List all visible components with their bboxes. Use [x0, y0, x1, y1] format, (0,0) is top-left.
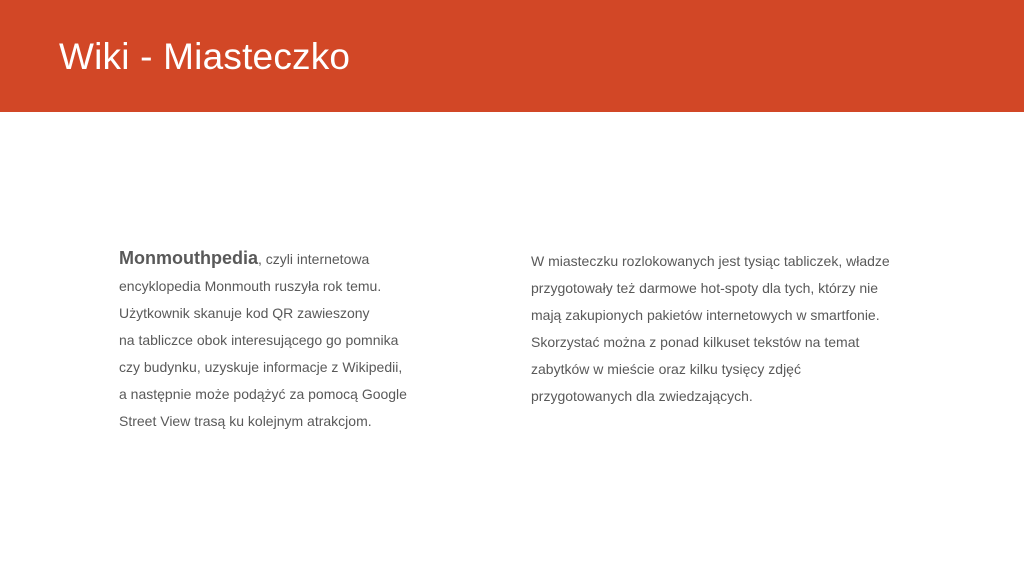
left-line: a następnie może podążyć za pomocą Google [119, 386, 407, 402]
left-line: na tabliczce obok interesującego go pomnika [119, 332, 399, 348]
right-line: W miasteczku rozlokowanych jest tysiąc tabliczek, władze [531, 253, 890, 269]
left-text-column [119, 245, 449, 435]
right-line: przygotowały też darmowe hot-spoty dla tych, którzy nie [531, 280, 879, 296]
left-line: encyklopedia Monmouth ruszyła rok temu. [119, 278, 382, 294]
right-line: przygotowanych dla zwiedzających. [531, 388, 753, 404]
left-line: czy budynku, uzyskuje informacje z Wikipedii, [119, 359, 403, 375]
header-band [0, 0, 1024, 112]
lead-term: Monmouthpedia [119, 248, 258, 268]
lead-rest: , czyli internetowa [257, 251, 370, 267]
left-line: Street View trasą ku kolejnym atrakcjom. [119, 413, 372, 429]
right-line: zabytków w mieście oraz kilku tysięcy zdjęć [531, 361, 801, 377]
right-text-column [531, 248, 931, 410]
right-line: mają zakupionych pakietów internetowych w smartfonie. [531, 307, 880, 323]
slide-title: Wiki - Miasteczko [59, 36, 351, 77]
left-line-lead [119, 245, 449, 273]
right-line: Skorzystać można z ponad kilkuset tekstów na temat [531, 334, 860, 350]
left-line: Użytkownik skanuje kod QR zawieszony [119, 305, 370, 321]
